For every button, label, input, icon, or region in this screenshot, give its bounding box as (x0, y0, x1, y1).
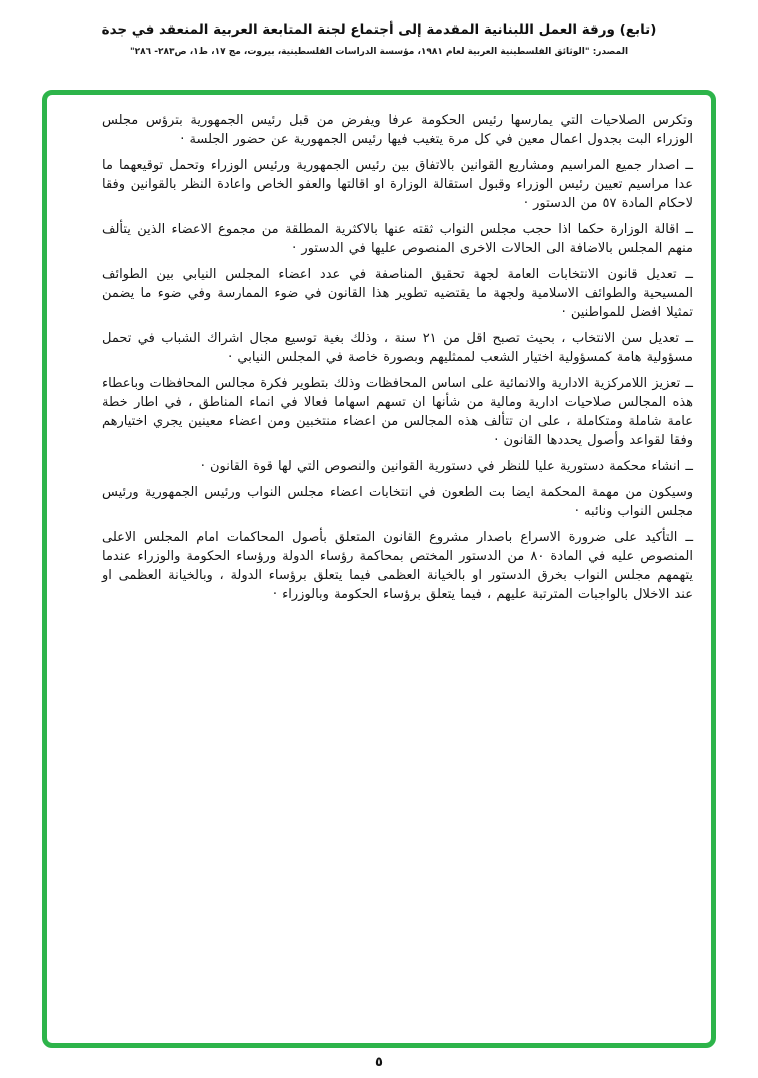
paragraph-voting-age: ــ تعديل سن الانتخاب ، بحيث تصبح اقل من ٢١ سنة ، وذلك بغية توسيع مجال اشراك الشباب في تحمل مسؤولية هامة كمسؤولية اختيار الشعب لممثليهم وبصورة خاصة في المجلس النيابي · (102, 331, 694, 365)
paragraph-decentralization: ــ تعزيز اللامركزية الادارية والانمائية على اساس المحافظات وذلك بتطوير فكرة مجالس المحافظات وباعطاء هذه المجالس صلاحيات ادارية ومالية من شأنها ان تسهم اسهاما فعالا في انماء المناطق ، في اطار خطة عامة شاملة ومتكاملة ، على ان تتألف هذه المجالس من اعضاء منتخبين ومن اعضاء معينين يجري اختيارهم وفقا لقواعد وأصول يحددها القانون · (102, 376, 693, 448)
page-number: ٥ (375, 1055, 383, 1070)
paragraph-election-law: ــ تعديل قانون الانتخابات العامة لجهة تحقيق المناصفة في عدد اعضاء المجلس النيابي بين الطوائف المسيحية والطوائف الاسلامية ولجهة ما يقتضيه تطوير هذا القانون في ضوء الممارسة وفي ضوء ما يضمن تمثيلا افضل للمواطنين · (102, 267, 693, 320)
paragraph-court-role: وسيكون من مهمة المحكمة ايضا بت الطعون في انتخابات اعضاء مجلس النواب ورئيس الجمهورية ورئيس مجلس النواب ونائبه · (102, 485, 693, 519)
paragraph-constitutional-court: ــ انشاء محكمة دستورية عليا للنظر في دستورية القوانين والنصوص التي لها قوة القانون · (200, 459, 693, 474)
document-title: (تابع) ورقة العمل اللبنانية المقدمة إلى أجتماع لجنة المتابعة العربية المنعقد في جدة (101, 22, 657, 38)
paragraph-cabinet-dismissal: ــ اقالة الوزارة حكما اذا حجب مجلس النواب ثقته عنها بالاكثرية المطلقة من مجموع الاعضاء الذين يتألف منهم المجلس بالاضافة الى الحالات الاخرى المنصوص عليها في الدستور · (102, 222, 693, 256)
paragraph-powers-of-pm: وتكرس الصلاحيات التي يمارسها رئيس الحكومة عرفا ويفرض من قبل رئيس الجمهورية بترؤس مجلس الوزراء البت بجدول اعمال معين في كل مرة يتغيب فيها رئيس الجمهورية عن حضور الجلسة · (102, 113, 693, 147)
paragraph-high-council-law: ــ التأكيد على ضرورة الاسراع باصدار مشروع القانون المتعلق بأصول المحاكمات امام المجلس الاعلى المنصوص عليه في المادة ٨٠ من الدستور المختص بمحاكمة رؤساء الدولة ورؤساء الحكومة والوزراء عندما يتهمهم مجلس النواب بخرق الدستور او بالخيانة العظمى فيما يتعلق برؤساء الدولة ، وبالخيانة العظمى او عند الاخلال بالواجبات المترتبة عليهم ، فيما يتعلق برؤساء الحكومة وبالوزراء · (102, 530, 693, 602)
green-border-box (42, 90, 716, 1048)
document-source-line: المصدر: "الوثائق الفلسطينية العربية لعام ١٩٨١، مؤسسة الدراسات الفلسطينية، بيروت، مج ١٧، ط١، ص٢٨٣- ٢٨٦" (129, 47, 629, 57)
paragraph-decrees: ــ اصدار جميع المراسيم ومشاريع القوانين بالاتفاق بين رئيس الجمهورية ورئيس الوزراء وتحمل توقيعهما ما عدا مراسيم تعيين رئيس الوزراء وقبول استقالة الوزارة او اقالتها والعفو الخاص واعادة النظر بالقوانين وفقا لاحكام المادة ٥٧ من الدستور · (102, 158, 693, 211)
